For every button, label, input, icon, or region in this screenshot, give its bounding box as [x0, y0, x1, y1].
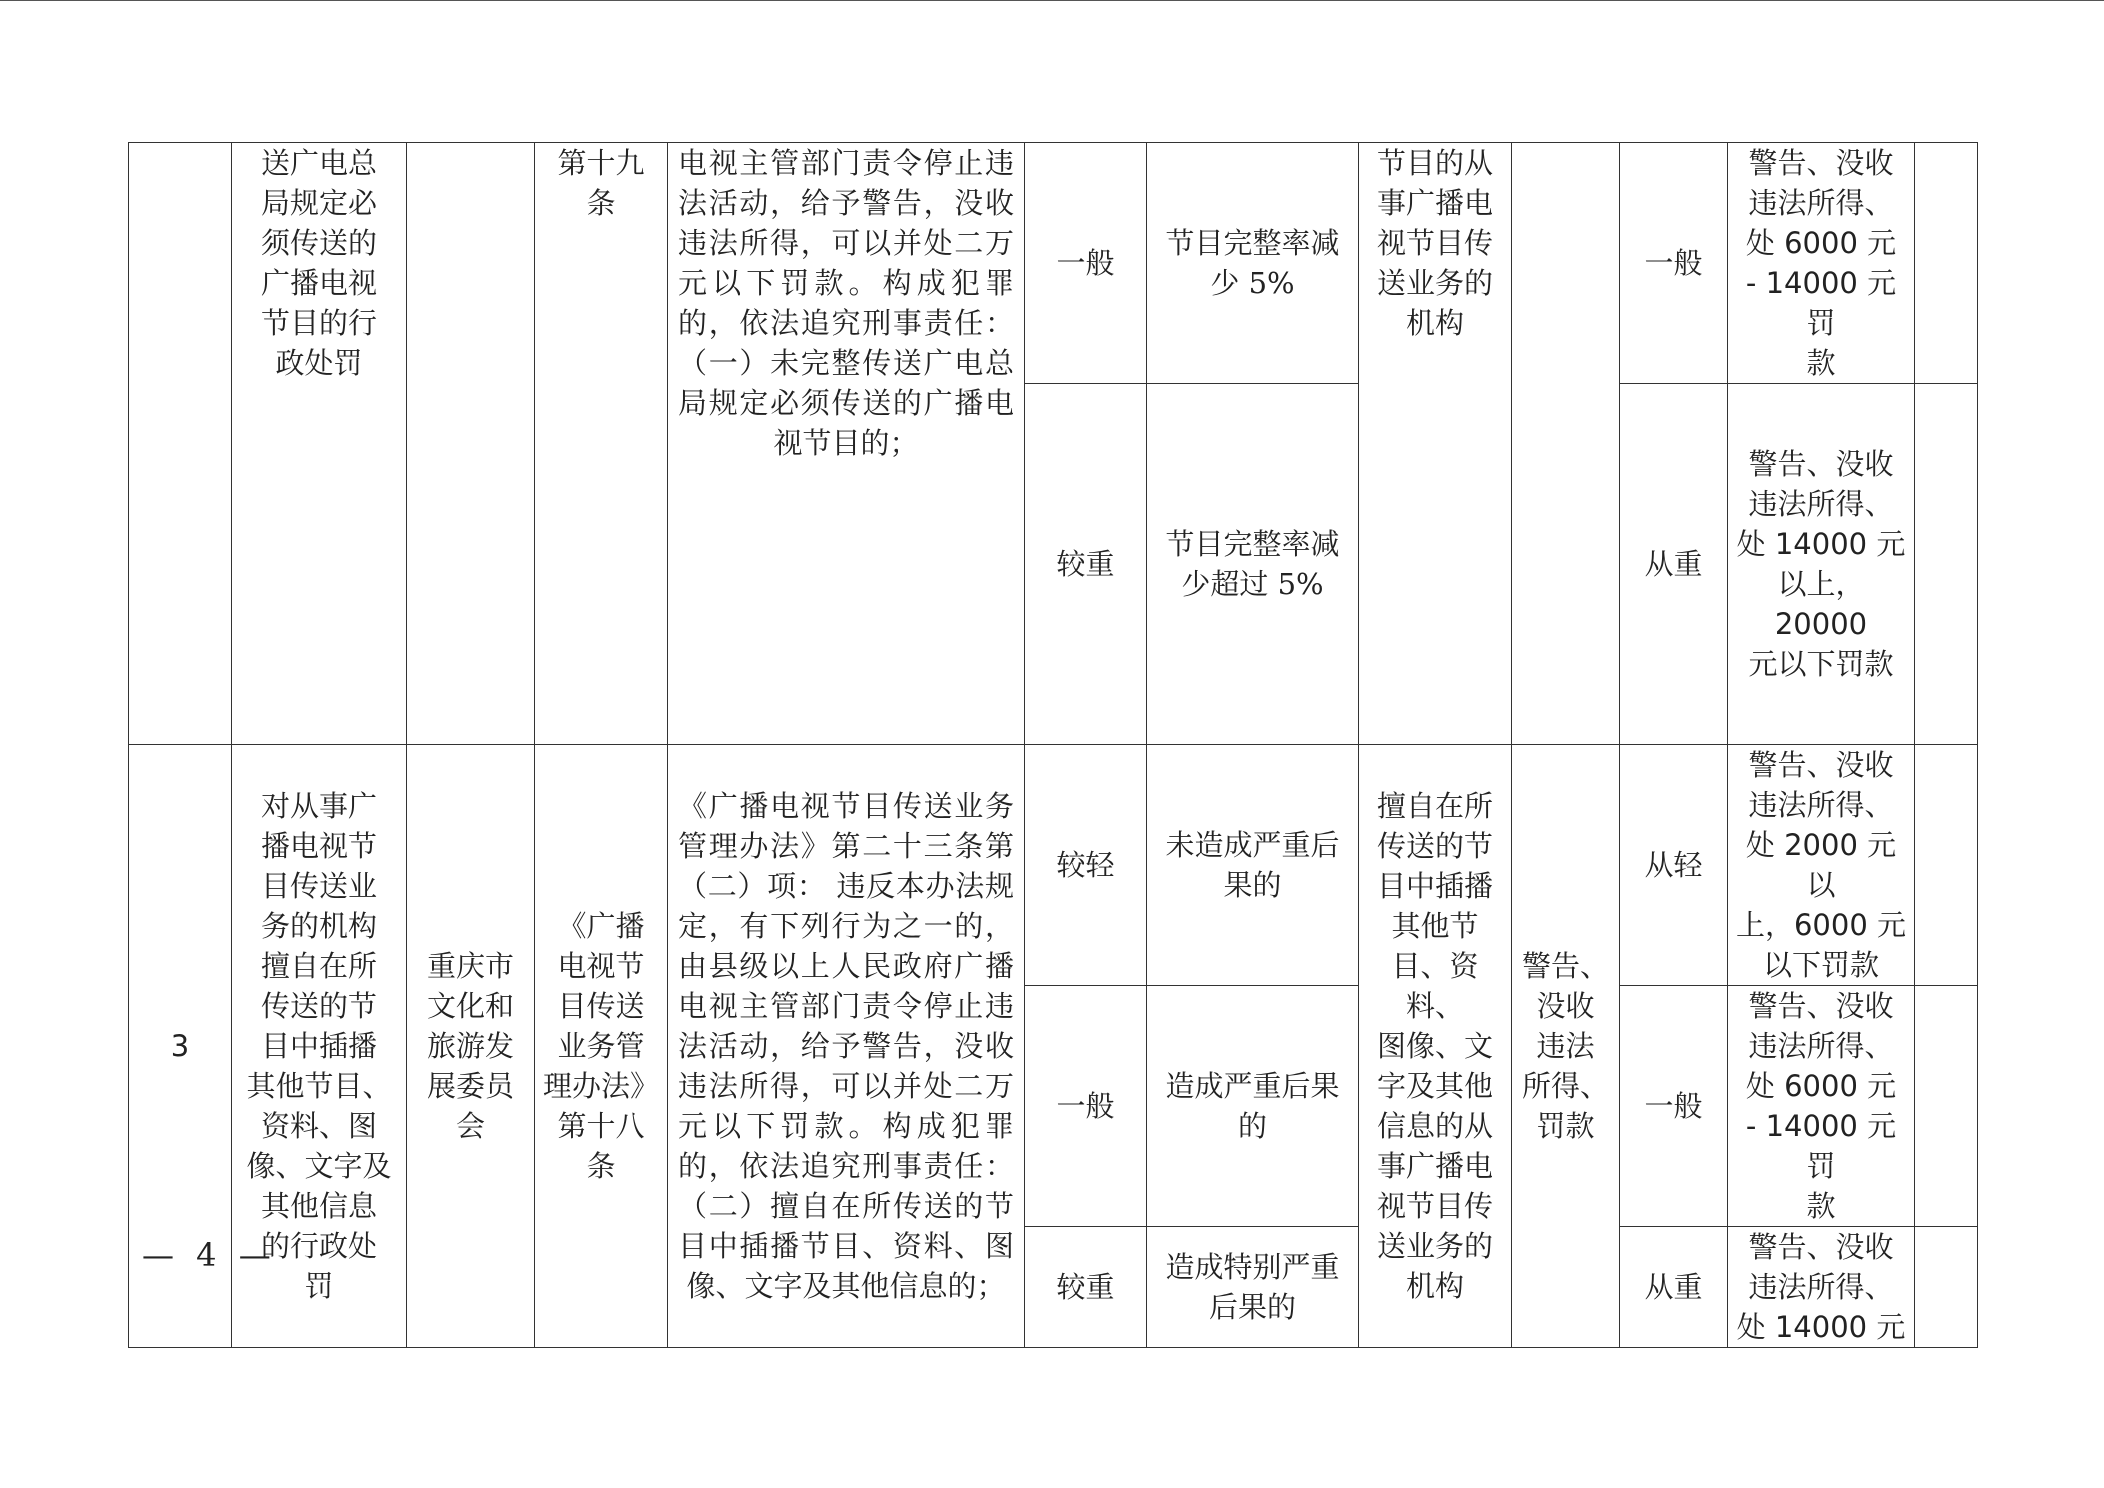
- cell-penalty-type: [1512, 143, 1620, 745]
- cell-degree: 较轻: [1025, 745, 1147, 986]
- cell-degree: 较重: [1025, 1227, 1147, 1348]
- cell-standard: 警告、没收 违法所得、 处 14000 元: [1728, 1227, 1915, 1348]
- top-border-line: [0, 0, 2104, 1]
- cell-remark: [1915, 986, 1978, 1227]
- page-number: — 4 —: [142, 1236, 277, 1274]
- cell-degree: 一般: [1025, 143, 1147, 384]
- cell-number: [129, 143, 232, 745]
- cell-legal-text: 电视主管部门责令停止违法活动，给予警告，没收违法所得，可以并处二万元以下罚款。构成犯罪的，依法追究刑事责任：（一）未完整传送广电总局规定必须传送的广播电视节目的；: [668, 143, 1025, 745]
- cell-law-article: 《广播 电视节 目传送 业务管 理办法》 第十八 条: [535, 745, 668, 1348]
- cell-penalty-type: 警告、 没收 违法 所得、 罚款: [1512, 745, 1620, 1348]
- cell-remark: [1915, 143, 1978, 384]
- table-row: [129, 143, 1978, 384]
- cell-circumstance: 未造成严重后 果的: [1147, 745, 1359, 986]
- cell-number: 3: [129, 745, 232, 1348]
- penalty-discretion-table: [128, 142, 1978, 1348]
- cell-grade: 一般: [1620, 143, 1728, 384]
- cell-circumstance: 造成特别严重 后果的: [1147, 1227, 1359, 1348]
- cell-remark: [1915, 1227, 1978, 1348]
- table-row: [129, 745, 1978, 986]
- cell-authority: [407, 143, 535, 745]
- cell-grade: 一般: [1620, 986, 1728, 1227]
- cell-standard: 警告、没收 违法所得、 处 6000 元 - 14000 元罚 款: [1728, 143, 1915, 384]
- cell-standard: 警告、没收 违法所得、 处 2000 元以 上，6000 元 以下罚款: [1728, 745, 1915, 986]
- cell-circumstance: 节目完整率减 少超过 5%: [1147, 384, 1359, 745]
- cell-degree: 较重: [1025, 384, 1147, 745]
- cell-remark: [1915, 384, 1978, 745]
- cell-standard: 警告、没收 违法所得、 处 14000 元 以上，20000 元以下罚款: [1728, 384, 1915, 745]
- cell-authority: 重庆市 文化和 旅游发 展委员 会: [407, 745, 535, 1348]
- cell-item-name: 送广电总 局规定必 须传送的 广播电视 节目的行 政处罚: [232, 143, 407, 745]
- cell-grade: 从轻: [1620, 745, 1728, 986]
- cell-legal-text: 《广播电视节目传送业务管理办法》第二十三条第（二）项： 违反本办法规定，有下列行为之一的，由县级以上人民政府广播电视主管部门责令停止违法活动，给予警告，没收违法所得，可以并处二万元以下罚款。构成犯罪的，依法追究刑事责任：（二）擅自在所传送的节目中插播节目、资料、图像、文字及其他信息的；: [668, 745, 1025, 1348]
- cell-circumstance: 造成严重后果 的: [1147, 986, 1359, 1227]
- cell-circumstance: 节目完整率减 少 5%: [1147, 143, 1359, 384]
- cell-degree: 一般: [1025, 986, 1147, 1227]
- cell-item-name: 对从事广 播电视节 目传送业 务的机构 擅自在所 传送的节 目中插播 其他节目、 资料、图 像、文字及 其他信息 的行政处 罚: [232, 745, 407, 1348]
- cell-subject: 节目的从 事广播电 视节目传 送业务的 机构: [1359, 143, 1512, 745]
- cell-remark: [1915, 745, 1978, 986]
- cell-grade: 从重: [1620, 1227, 1728, 1348]
- cell-grade: 从重: [1620, 384, 1728, 745]
- cell-subject: 擅自在所 传送的节 目中插播 其他节 目、资料、 图像、文 字及其他 信息的从 事广播电 视节目传 送业务的 机构: [1359, 745, 1512, 1348]
- cell-law-article: 第十九 条: [535, 143, 668, 745]
- cell-standard: 警告、没收 违法所得、 处 6000 元 - 14000 元罚 款: [1728, 986, 1915, 1227]
